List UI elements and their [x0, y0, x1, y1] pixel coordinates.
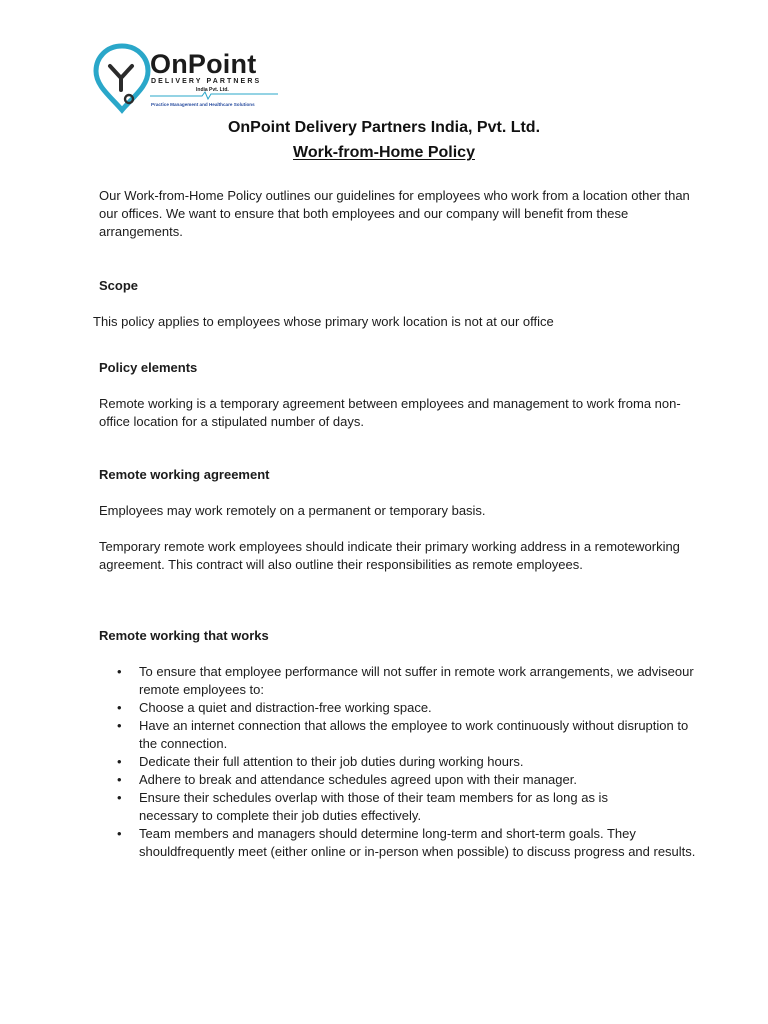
- company-title: OnPoint Delivery Partners India, Pvt. Ltd.: [227, 119, 541, 136]
- works-bullet-list: [99, 663, 699, 861]
- list-item: • Adhere to break and attendance schedules agreed upon with their manager.: [117, 772, 577, 787]
- bullet-icon: •: [117, 700, 122, 715]
- list-item: • Dedicate their full attention to their job duties during working hours.: [117, 754, 524, 769]
- scope-text: This policy applies to employees whose primary work location is not at our office: [93, 314, 554, 329]
- agreement-heading: Remote working agreement: [99, 467, 270, 482]
- logo-subtitle: DELIVERY PARTNERS: [151, 78, 262, 85]
- bullet-icon: •: [117, 718, 122, 733]
- list-item-continuation: necessary to complete their job duties effectively.: [139, 808, 422, 823]
- scope-heading: Scope: [99, 278, 139, 293]
- policy-title: Work-from-Home Policy: [293, 144, 475, 161]
- bullet-icon: •: [117, 790, 122, 805]
- list-item: • Ensure their schedules overlap with those of their team members for as long as is: [117, 790, 608, 805]
- agreement-paragraph-1: Employees may work remotely on a permanent or temporary basis.: [99, 503, 486, 518]
- policy-elements-text: Remote working is a temporary agreement between employees and management to work froma non-office location for a stipulated number of days.: [99, 396, 681, 429]
- logo-brand: OnPoint: [150, 49, 257, 79]
- policy-elements-heading: Policy elements: [99, 360, 198, 375]
- bullet-icon: •: [117, 826, 122, 841]
- list-item: • Have an internet connection that allows the employee to work continuously without disruption to the connection.: [117, 718, 689, 751]
- list-item: • Choose a quiet and distraction-free working space.: [117, 700, 432, 715]
- bullet-icon: •: [117, 664, 122, 679]
- bullet-icon: •: [117, 754, 122, 769]
- logo-entity: India Pvt. Ltd.: [196, 87, 229, 93]
- list-item: • To ensure that employee performance will not suffer in remote work arrangements, we adviseour remote employees to:: [117, 664, 694, 697]
- bullet-icon: •: [117, 772, 122, 787]
- intro-paragraph: Our Work-from-Home Policy outlines our guidelines for employees who work from a location other than our offices. We want to ensure that both employees and our company will benefit from these arrangements.: [99, 188, 690, 239]
- works-heading: Remote working that works: [99, 628, 269, 643]
- agreement-paragraph-2: Temporary remote work employees should indicate their primary working address in a remoteworking agreement. This contract will also outline their responsibilities as remote employees.: [99, 539, 680, 572]
- logo-tagline: Practice Management and Healthcare Solutions: [151, 102, 255, 107]
- list-item: • Team members and managers should determine long-term and short-term goals. They shouldfrequently meet (either online or in-person when possible) to discuss progress and results.: [117, 826, 696, 859]
